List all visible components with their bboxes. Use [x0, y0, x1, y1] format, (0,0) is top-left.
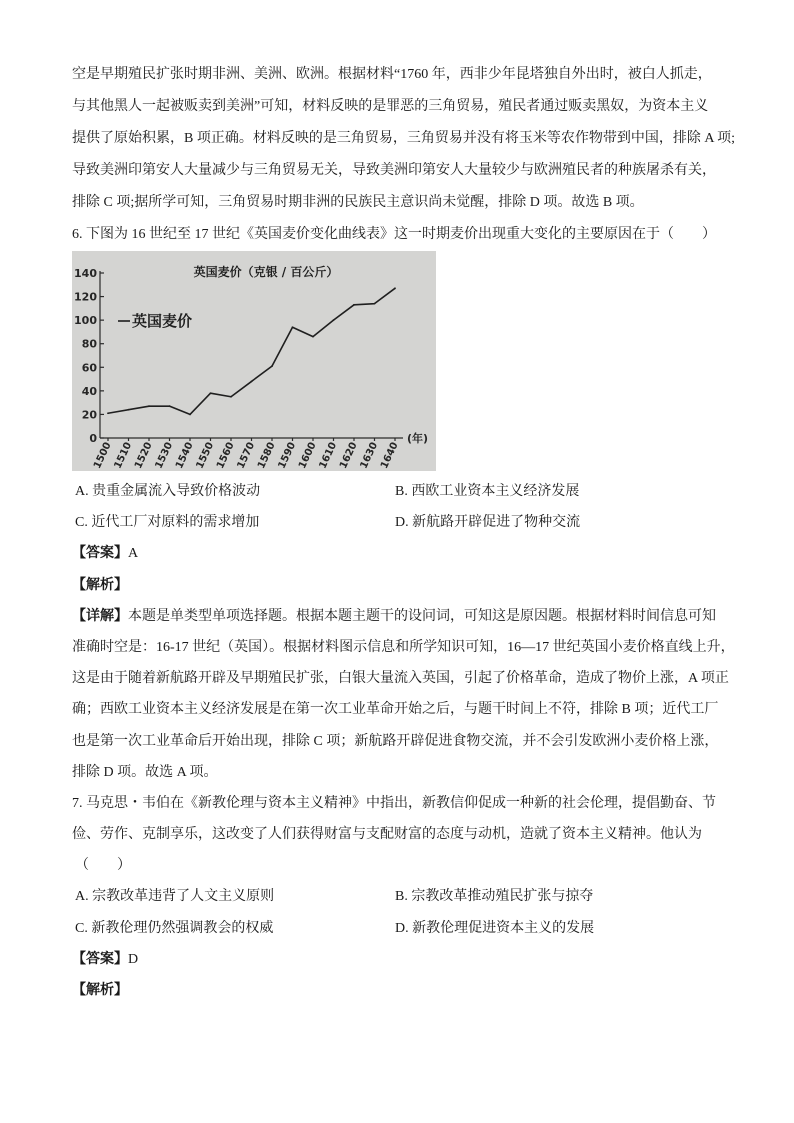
legend-label: 英国麦价 — [132, 312, 193, 330]
text-line: 7. 马克思・韦伯在《新教伦理与资本主义精神》中指出，新教信仰促成一种新的社会伦理，提倡勤奋、节 — [72, 795, 716, 811]
q7-answer — [72, 944, 794, 975]
data-point — [333, 319, 335, 321]
answer-value: D — [128, 951, 139, 967]
data-point — [374, 303, 376, 305]
q6-option-c: C. 近代工厂对原料的需求增加 — [75, 515, 260, 531]
analysis-tag: 【解析】 — [72, 983, 128, 998]
answer-blank: （ ） — [75, 858, 131, 874]
x-tick-label: 1580 — [255, 440, 278, 471]
x-tick-label: 1560 — [214, 440, 237, 471]
text-line: 也是第一次工业革命后开始出现，排除 C 项；新航路开辟促进食物交流，并不会引发欧洲小麦价格上涨， — [72, 733, 719, 749]
data-point — [128, 409, 130, 411]
q6-stem: 6. 下图为 16 世纪至 17 世纪《英国麦价变化曲线表》这一时期麦价出现重大变化的主要原因在于（ ） — [72, 227, 716, 242]
data-point — [271, 365, 273, 367]
y-tick-label: 60 — [81, 361, 97, 375]
y-tick-label: 100 — [74, 314, 97, 328]
x-tick-label: 1630 — [358, 440, 381, 471]
x-tick-label: 1540 — [173, 440, 196, 471]
text-line: 俭、劳作、克制享乐，这改变了人们获得财富与支配财富的态度与动机，造就了资本主义精神。他认为 — [72, 827, 702, 843]
wheat-price-chart — [72, 251, 436, 471]
q6-options-row — [72, 507, 794, 538]
x-tick-label: 1530 — [153, 440, 176, 471]
data-point — [251, 381, 253, 383]
data-point — [230, 396, 232, 398]
text-line: 排除 D 项。故选 A 项。 — [72, 764, 218, 780]
data-point — [189, 414, 191, 416]
x-tick-label: 1570 — [235, 440, 258, 471]
q7-option-c: C. 新教伦理仍然强调教会的权威 — [75, 920, 274, 936]
x-tick-label: 1500 — [91, 440, 114, 471]
q5-analysis-tail — [72, 59, 794, 219]
text-line: 这是由于随着新航路开辟及早期殖民扩张，白银大量流入英国，引起了价格革命，造成了物价上涨，A 项正 — [72, 671, 729, 687]
data-point — [312, 336, 314, 338]
detail-tag: 【详解】 — [72, 608, 128, 624]
text-line: 导致美洲印第安人大量减少与三角贸易无关，导致美洲印第安人大量较少与欧洲殖民者的种族屠杀有关， — [72, 163, 716, 178]
chart-svg — [72, 251, 436, 471]
text-line: 空是早期殖民扩张时期非洲、美洲、欧洲。根据材料“1760 年，西非少年昆塔独自外出时，被白人抓走， — [72, 67, 712, 82]
data-point — [210, 392, 212, 394]
q7-option-d: D. 新教伦理促进资本主义的发展 — [395, 920, 595, 936]
text-line: 与其他黑人一起被贩卖到美洲”可知，材料反映的是罪恶的三角贸易，殖民者通过贩卖黑奴，为资本主义 — [72, 99, 709, 114]
series-line-wheat-price — [108, 288, 395, 414]
text-line: 准确时空是：16-17 世纪（英国）。根据材料图示信息和所学知识可知，16—17 世纪英国小麦价格直线上升， — [72, 639, 735, 655]
q7-stem — [72, 788, 794, 882]
q6-detail — [72, 601, 794, 788]
detail-text: 本题是单类型单项选择题。根据本题主题干的设问词，可知这是原因题。根据材料时间信息可知 — [128, 608, 716, 624]
q6-options-row — [72, 476, 794, 507]
q7-option-a: A. 宗教改革违背了人文主义原则 — [75, 889, 275, 905]
y-tick-label: 0 — [89, 432, 97, 445]
data-point — [353, 304, 355, 306]
y-tick-label: 140 — [74, 267, 97, 280]
x-tick-label: 1510 — [112, 440, 135, 471]
analysis-tag: 【解析】 — [72, 577, 128, 593]
q6-analysis-heading — [72, 570, 794, 601]
y-tick-label: 20 — [81, 408, 97, 422]
data-point — [107, 412, 109, 414]
q7-option-b: B. 宗教改革推动殖民扩张与掠夺 — [395, 889, 594, 905]
answer-value: A — [128, 546, 139, 562]
chart-title: 英国麦价（克银 / 百公斤） — [193, 265, 339, 279]
x-tick-label: 1600 — [296, 440, 319, 471]
q6-option-a: A. 贵重金属流入导致价格波动 — [75, 484, 261, 499]
q6-option-d: D. 新航路开辟促进了物种交流 — [395, 515, 581, 531]
data-point — [394, 287, 396, 289]
y-tick-label: 80 — [81, 337, 97, 351]
text-line: 排除 C 项;据所学可知，三角贸易时期非洲的民族民主意识尚未觉醒，排除 D 项。故选 B 项。 — [72, 195, 644, 210]
answer-tag: 【答案】 — [72, 546, 128, 562]
x-axis-label: (年) — [407, 432, 429, 445]
x-tick-label: 1520 — [132, 440, 155, 471]
text-line: 提供了原始积累，B 项正确。材料反映的是三角贸易，三角贸易并没有将玉米等农作物带到中国，排除 A 项; — [72, 131, 736, 146]
q7-options-row — [72, 881, 794, 912]
text-line — [72, 601, 794, 632]
data-point — [292, 326, 294, 328]
q6-answer — [72, 538, 794, 569]
answer-tag: 【答案】 — [72, 951, 128, 967]
text-line: 确；西欧工业资本主义经济发展是在第一次工业革命开始之后，与题干时间上不符，排除 B 项；近代工厂 — [72, 702, 719, 718]
x-tick-label: 1550 — [194, 440, 217, 471]
q7-options-row — [72, 913, 794, 944]
x-tick-label: 1620 — [337, 440, 360, 471]
y-tick-label: 40 — [81, 384, 97, 398]
x-tick-label: 1610 — [317, 440, 340, 471]
x-tick-label: 1590 — [276, 440, 299, 471]
data-point — [169, 405, 171, 407]
y-tick-label: 120 — [74, 290, 97, 304]
x-tick-label: 1640 — [378, 440, 401, 471]
data-point — [148, 405, 150, 407]
q7-analysis-heading — [72, 975, 794, 1006]
q6-option-b: B. 西欧工业资本主义经济发展 — [395, 484, 580, 499]
